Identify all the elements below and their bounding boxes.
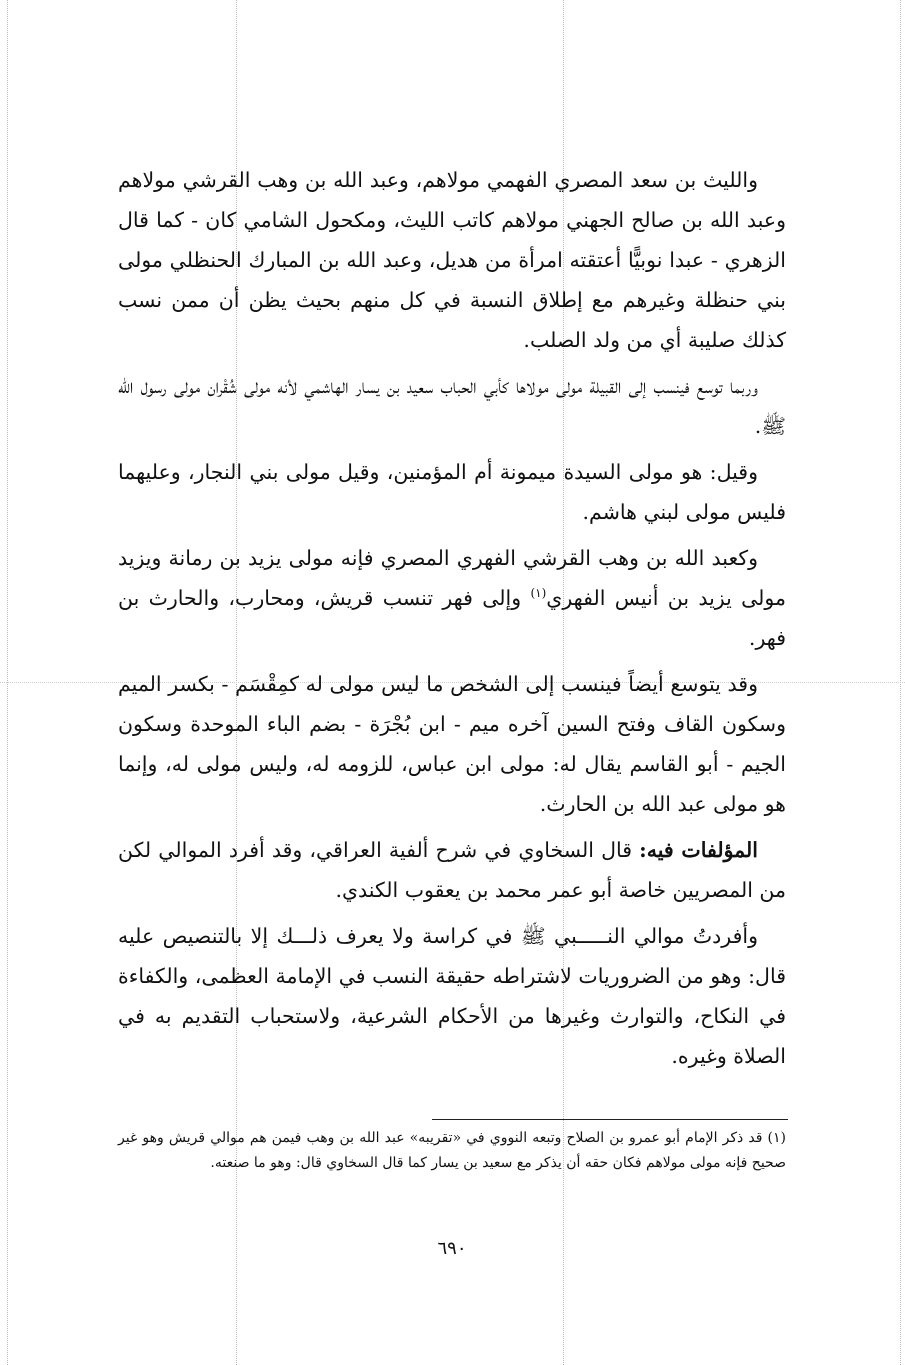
footnote-separator: [432, 1119, 788, 1120]
paragraph: [118, 452, 786, 532]
paragraph-text: وربما توسع فينسب إلى القبيلة مولى مولاها كأبي الحباب سعيد بن يسار الهاشمي لأنه مولى شُقْران مولى رسول الله ﷺ.: [118, 374, 786, 438]
footnote-marker: (١): [530, 586, 547, 601]
paragraph-text-continued: وإلى فهر تنسب قريش، ومحارب، والحارث بن فهر.: [118, 586, 786, 650]
paragraph-text: والليث بن سعد المصري الفهمي مولاهم، وعبد الله بن وهب القرشي مولاهم وعبد الله بن صالح الجهني مولاهم كاتب الليث، ومكحول الشامي كان - كما قال الزهري - عبدا نوبيًّا أعتقته امرأة من هديل، وعبد الله بن المبارك الحنظلي مولى بني حنظلة وغيرهم مع إطلاق النسبة في كل منهم بحيث يظن أن ممن نسب كذلك صليبة أي من ولد الصلب.: [118, 168, 786, 352]
paragraph-text: وأفردتُ موالي النـــــبي ﷺ في كراسة ولا يعرف ذلـــك إلا بالتنصيص عليه قال: وهو من الضروريات لاشتراطه حقيقة النسب في الإمامة العظمى، والكفاءة في النكاح، والتوارث وغيرها من الأحكام الشرعية، ولاستحباب التقديم به في الصلاة وغيره.: [118, 924, 786, 1068]
section-heading: المؤلفات فيه:: [639, 838, 758, 862]
footnotes: [118, 1126, 786, 1176]
page-number: ٦٩٠: [437, 1238, 467, 1259]
paragraph: [118, 160, 786, 360]
footnote: (١) قد ذكر الإمام أبو عمرو بن الصلاح وتبعه النووي في «تقريبه» عبد الله بن وهب فيمن هم موالي قريش وهو غير صحيح فإنه مولى مولاهم فكان حقه أن يذكر مع سعيد بن يسار كما قال السخاوي قال: وهو ما صنعته.: [118, 1130, 786, 1171]
paragraph-text: وقيل: هو مولى السيدة ميمونة أم المؤمنين، وقيل مولى بني النجار، وعليهما فليس مولى لبني هاشم.: [118, 460, 786, 524]
paragraph: [118, 538, 786, 658]
paragraph: [118, 916, 786, 1076]
paragraph: [118, 664, 786, 824]
paragraph-text: قال السخاوي في شرح ألفية العراقي، وقد أفرد الموالي لكن من المصريين خاصة أبو عمر محمد بن يعقوب الكندي.: [118, 838, 786, 902]
paragraph-text: وقد يتوسع أيضاً فينسب إلى الشخص ما ليس مولى له كمِقْسَم - بكسر الميم وسكون القاف وفتح السين آخره ميم - ابن بُجْرَة - بضم الباء الموحدة وسكون الجيم - أبو القاسم يقال له: مولى ابن عباس، للزومه له، وليس مولى له، وإنما هو مولى عبد الله بن الحارث.: [118, 672, 786, 816]
main-text: [118, 160, 786, 1082]
paragraph-text: وكعبد الله بن وهب القرشي الفهري المصري فإنه مولى يزيد بن رمانة ويزيد مولى يزيد بن أنيس الفهري: [118, 546, 787, 610]
paragraph: [118, 830, 786, 910]
paragraph: [118, 366, 786, 446]
